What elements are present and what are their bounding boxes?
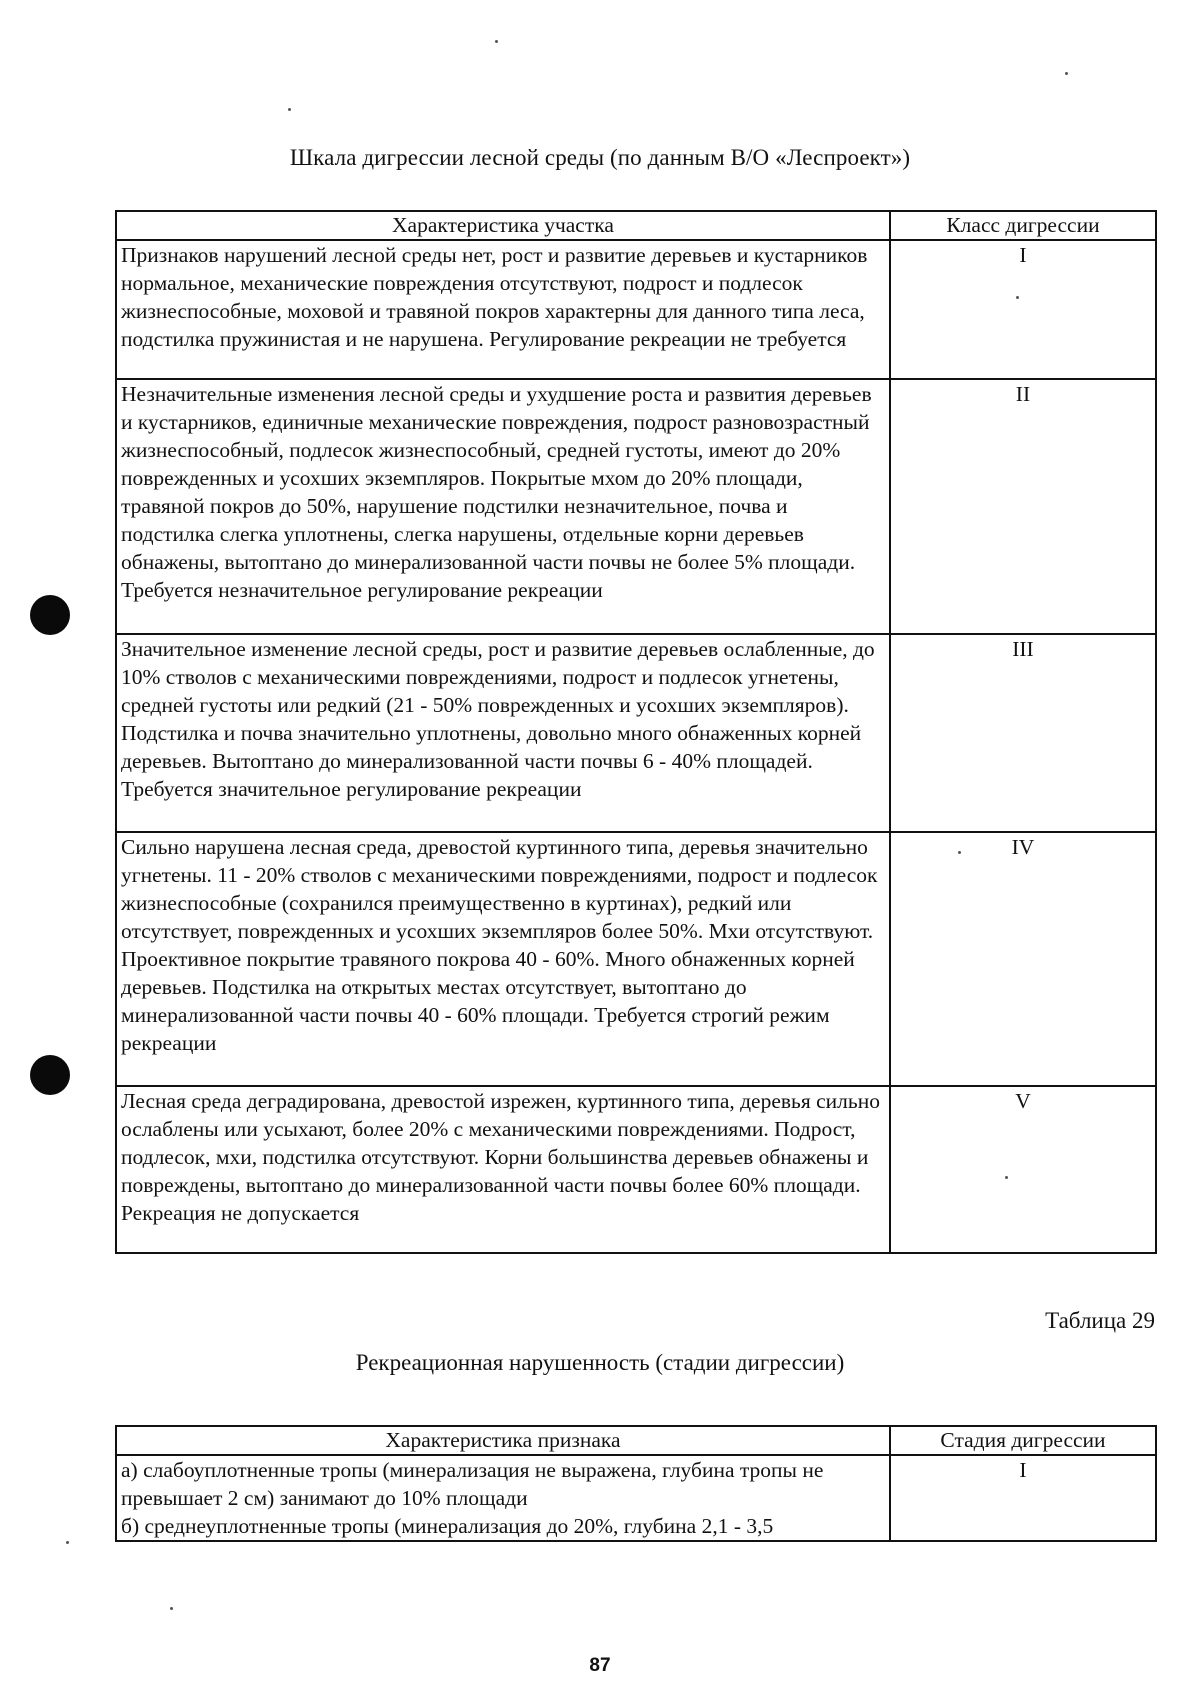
feature-line-b: б) среднеуплотненные тропы (минерализация до 20%, глубина 2,1 - 3,5: [121, 1514, 774, 1538]
table-header-row: [116, 1426, 1156, 1455]
header-site-characteristic: Характеристика участка: [116, 211, 890, 240]
row-description: Незначительные изменения лесной среды и ухудшение роста и развития деревьев и кустарников, единичные механические повреждения, подрост разновозрастный жизнеспособный, подлесок жизнеспособный, средней густоты, имеют до 20% поврежденных и усохших экземпляров. Покрытые мхом до 20% площади, травяной покров до 50%, нарушение подстилки незначительное, почва и подстилка слегка уплотнены, слегка нарушены, отдельные корни деревьев обнажены, вытоптано до минерализованной части почвы не более 5% площади. Требуется незначительное регулирование рекреации: [116, 379, 890, 634]
row-description: Сильно нарушена лесная среда, древостой куртинного типа, деревья значительно угнетены. 11 - 20% стволов с механическими повреждениями, подрост и подлесок жизнеспособные (сохранился преимущественно в куртинах), редкий или отсутствует, поврежденных и усохших экземпляров более 50%. Мхи отсутствуют. Проективное покрытие травяного покрова 40 - 60%. Много обнаженных корней деревьев. Подстилка на открытых местах отсутствует, вытоптано до минерализованной части почвы 40 - 60% площади. Требуется строгий режим рекреации: [116, 832, 890, 1086]
table-row: [116, 634, 1156, 832]
scan-speck: [495, 40, 498, 43]
table2-title: Рекреационная нарушенность (стадии дигрессии): [355, 1350, 845, 1375]
row-description: Значительное изменение лесной среды, рост и развитие деревьев ослабленные, до 10% стволов с механическими повреждениями, подрост и подлесок угнетены, средней густоты или редкий (21 - 50% поврежденных и усохших экземпляров). Подстилка и почва значительно уплотнены, довольно много обнаженных корней деревьев. Вытоптано до минерализованной части почвы 6 - 40% площадей. Требуется значительное регулирование рекреации: [116, 634, 890, 832]
recreational-disturbance-table: [115, 1425, 1157, 1542]
scan-speck: [1005, 1176, 1008, 1179]
scan-speck: [66, 1541, 69, 1544]
scan-speck: [288, 108, 291, 111]
punch-hole-mark: [30, 1055, 70, 1095]
table-number-label: Таблица 29: [1045, 1308, 1155, 1333]
table-row: [116, 1086, 1156, 1253]
header-digression-class: Класс дигрессии: [890, 211, 1156, 240]
punch-hole-mark: [30, 595, 70, 635]
row-description: Признаков нарушений лесной среды нет, рост и развитие деревьев и кустарников нормальное, механические повреждения отсутствуют, подрост и подлесок жизнеспособные, моховой и травяной покров характерны для данного типа леса, подстилка пружинистая и не нарушена. Регулирование рекреации не требуется: [116, 240, 890, 379]
row-stage: I: [890, 1455, 1156, 1541]
scan-speck: [1016, 296, 1019, 299]
table-title: Шкала дигрессии лесной среды (по данным В/О «Леспроект»): [289, 145, 911, 170]
scan-speck: [1065, 72, 1068, 75]
header-digression-stage: Стадия дигрессии: [890, 1426, 1156, 1455]
row-class: IV: [890, 832, 1156, 1086]
table-row: [116, 1455, 1156, 1541]
table-header-row: [116, 211, 1156, 240]
scan-speck: [958, 851, 961, 854]
table-row: [116, 379, 1156, 634]
table-row: [116, 240, 1156, 379]
page-number: 87: [589, 1655, 611, 1676]
row-description: [116, 1455, 890, 1541]
row-class: III: [890, 634, 1156, 832]
header-feature-characteristic: Характеристика признака: [116, 1426, 890, 1455]
feature-line-a: а) слабоуплотненные тропы (минерализация не выражена, глубина тропы не превышает 2 см) занимают до 10% площади: [121, 1458, 824, 1510]
row-class: V: [890, 1086, 1156, 1253]
row-description: Лесная среда деградирована, древостой изрежен, куртинного типа, деревья сильно ослаблены или усыхают, более 20% с механическими повреждениями. Подрост, подлесок, мхи, подстилка отсутствуют. Корни большинства деревьев обнажены и повреждены, вытоптано до минерализованной части почвы более 60% площади. Рекреация не допускается: [116, 1086, 890, 1253]
row-class: I: [890, 240, 1156, 379]
row-class: II: [890, 379, 1156, 634]
digression-scale-table: [115, 210, 1157, 1254]
scan-speck: [170, 1607, 173, 1610]
table-row: [116, 832, 1156, 1086]
